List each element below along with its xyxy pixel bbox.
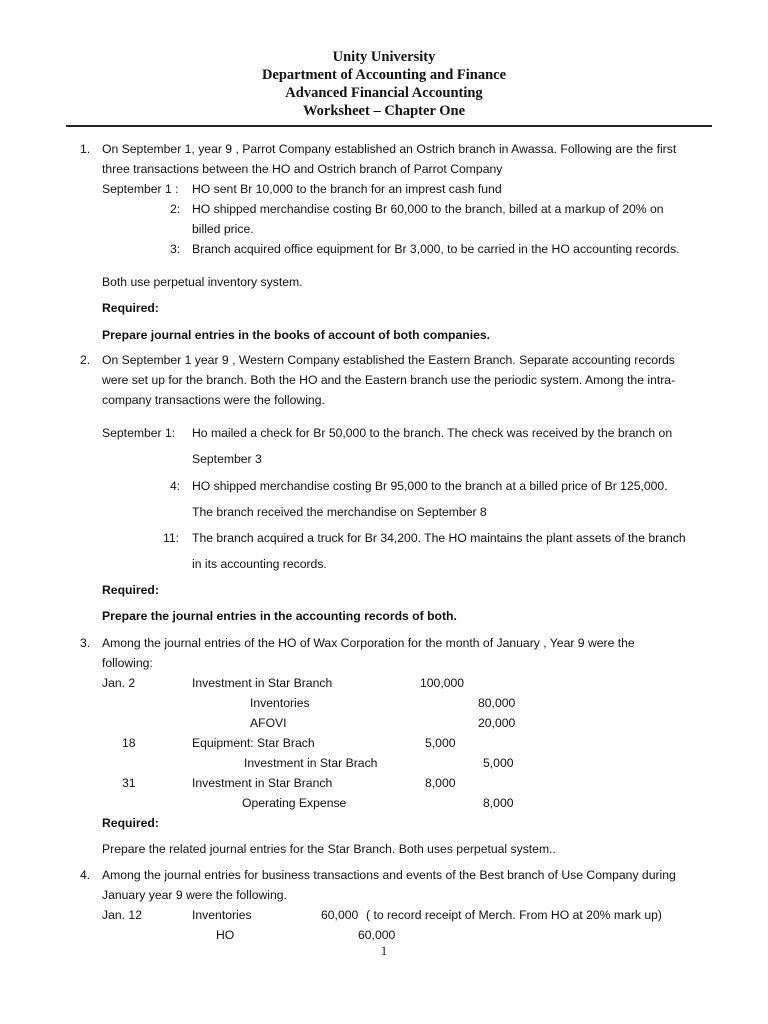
entry-account: Inventories <box>250 696 310 710</box>
question-note: Both use perpetual inventory system. <box>102 275 303 289</box>
question-text: On September 1, year 9 , Parrot Company established an Ostrich branch in Awassa. Following are the first <box>102 142 677 156</box>
required-text: Prepare the journal entries in the accounting records of both. <box>102 609 457 623</box>
question-text: company transactions were the following. <box>102 393 325 407</box>
entry-debit: 5,000 <box>425 736 456 750</box>
entry-account: Investment in Star Branch <box>192 776 333 790</box>
question-number: 2. <box>80 353 91 367</box>
question-text: were set up for the branch. Both the HO and the Eastern branch use the periodic system. Among the intra- <box>102 373 676 387</box>
question-text: Among the journal entries of the HO of Wax Corporation for the month of January , Year 9 were the <box>102 636 635 650</box>
entry-credit: 80,000 <box>478 696 516 710</box>
transaction-text: The branch acquired a truck for Br 34,200. The HO maintains the plant assets of the branch <box>192 531 686 545</box>
required-text: Prepare the related journal entries for the Star Branch. Both uses perpetual system.. <box>102 842 556 856</box>
entry-debit: 8,000 <box>425 776 456 790</box>
entry-memo: ( to record receipt of Merch. From HO at 20% mark up) <box>366 908 662 922</box>
question-text: Among the journal entries for business transactions and events of the Best branch of Use Company during <box>102 868 676 882</box>
transaction-date: 3: <box>170 242 181 256</box>
entry-account: Investment in Star Branch <box>192 676 333 690</box>
transaction-text: billed price. <box>192 222 254 236</box>
course-title: Advanced Financial Accounting <box>285 85 483 101</box>
entry-credit: 20,000 <box>478 716 516 730</box>
required-text: Prepare journal entries in the books of account of both companies. <box>102 328 491 342</box>
entry-account: HO <box>216 928 235 942</box>
transaction-text: September 3 <box>192 452 262 466</box>
entry-account: Equipment: Star Brach <box>192 736 315 750</box>
required-label: Required: <box>102 816 159 830</box>
entry-account: Investment in Star Brach <box>244 756 378 770</box>
transaction-date: 4: <box>170 479 181 493</box>
transaction-date: September 1: <box>102 426 176 440</box>
transaction-date: September 1 : <box>102 182 179 196</box>
entry-credit: 5,000 <box>483 756 514 770</box>
question-number: 3. <box>80 636 91 650</box>
question-number: 4. <box>80 868 91 882</box>
transaction-text: The branch received the merchandise on September 8 <box>192 505 487 519</box>
transaction-date: 2: <box>170 202 181 216</box>
entry-date: 18 <box>122 736 136 750</box>
transaction-text: Branch acquired office equipment for Br 3,000, to be carried in the HO accounting records. <box>192 242 680 256</box>
transaction-text: HO shipped merchandise costing Br 60,000 to the branch, billed at a markup of 20% on <box>192 202 664 216</box>
question-text: January year 9 were the following. <box>102 888 287 902</box>
entry-debit: 100,000 <box>420 676 465 690</box>
entry-date: Jan. 12 <box>102 908 142 922</box>
header-divider <box>66 125 712 127</box>
entry-credit: 8,000 <box>483 796 514 810</box>
question-text: three transactions between the HO and Ostrich branch of Parrot Company <box>102 162 503 176</box>
transaction-date: 11: <box>163 531 180 545</box>
required-label: Required: <box>102 583 159 597</box>
entry-account: AFOVI <box>250 716 287 730</box>
entry-account: Inventories <box>192 908 252 922</box>
transaction-text: HO sent Br 10,000 to the branch for an imprest cash fund <box>192 182 502 196</box>
transaction-text: HO shipped merchandise costing Br 95,000 to the branch at a billed price of Br 125,000. <box>192 479 668 493</box>
entry-account: Operating Expense <box>242 796 347 810</box>
university-name: Unity University <box>332 49 436 65</box>
entry-debit: 60,000 <box>321 908 359 922</box>
transaction-text: in its accounting records. <box>192 557 327 571</box>
department-name: Department of Accounting and Finance <box>261 67 507 83</box>
question-text: following: <box>102 656 153 670</box>
page-number: 1 <box>380 944 388 958</box>
transaction-text: Ho mailed a check for Br 50,000 to the branch. The check was received by the branch on <box>192 426 673 440</box>
entry-credit: 60,000 <box>358 928 396 942</box>
entry-date: Jan. 2 <box>102 676 136 690</box>
question-text: On September 1 year 9 , Western Company established the Eastern Branch. Separate accounting records <box>102 353 675 367</box>
question-number: 1. <box>80 142 91 156</box>
required-label: Required: <box>102 301 159 315</box>
entry-date: 31 <box>122 776 136 790</box>
worksheet-title: Worksheet – Chapter One <box>302 103 466 119</box>
